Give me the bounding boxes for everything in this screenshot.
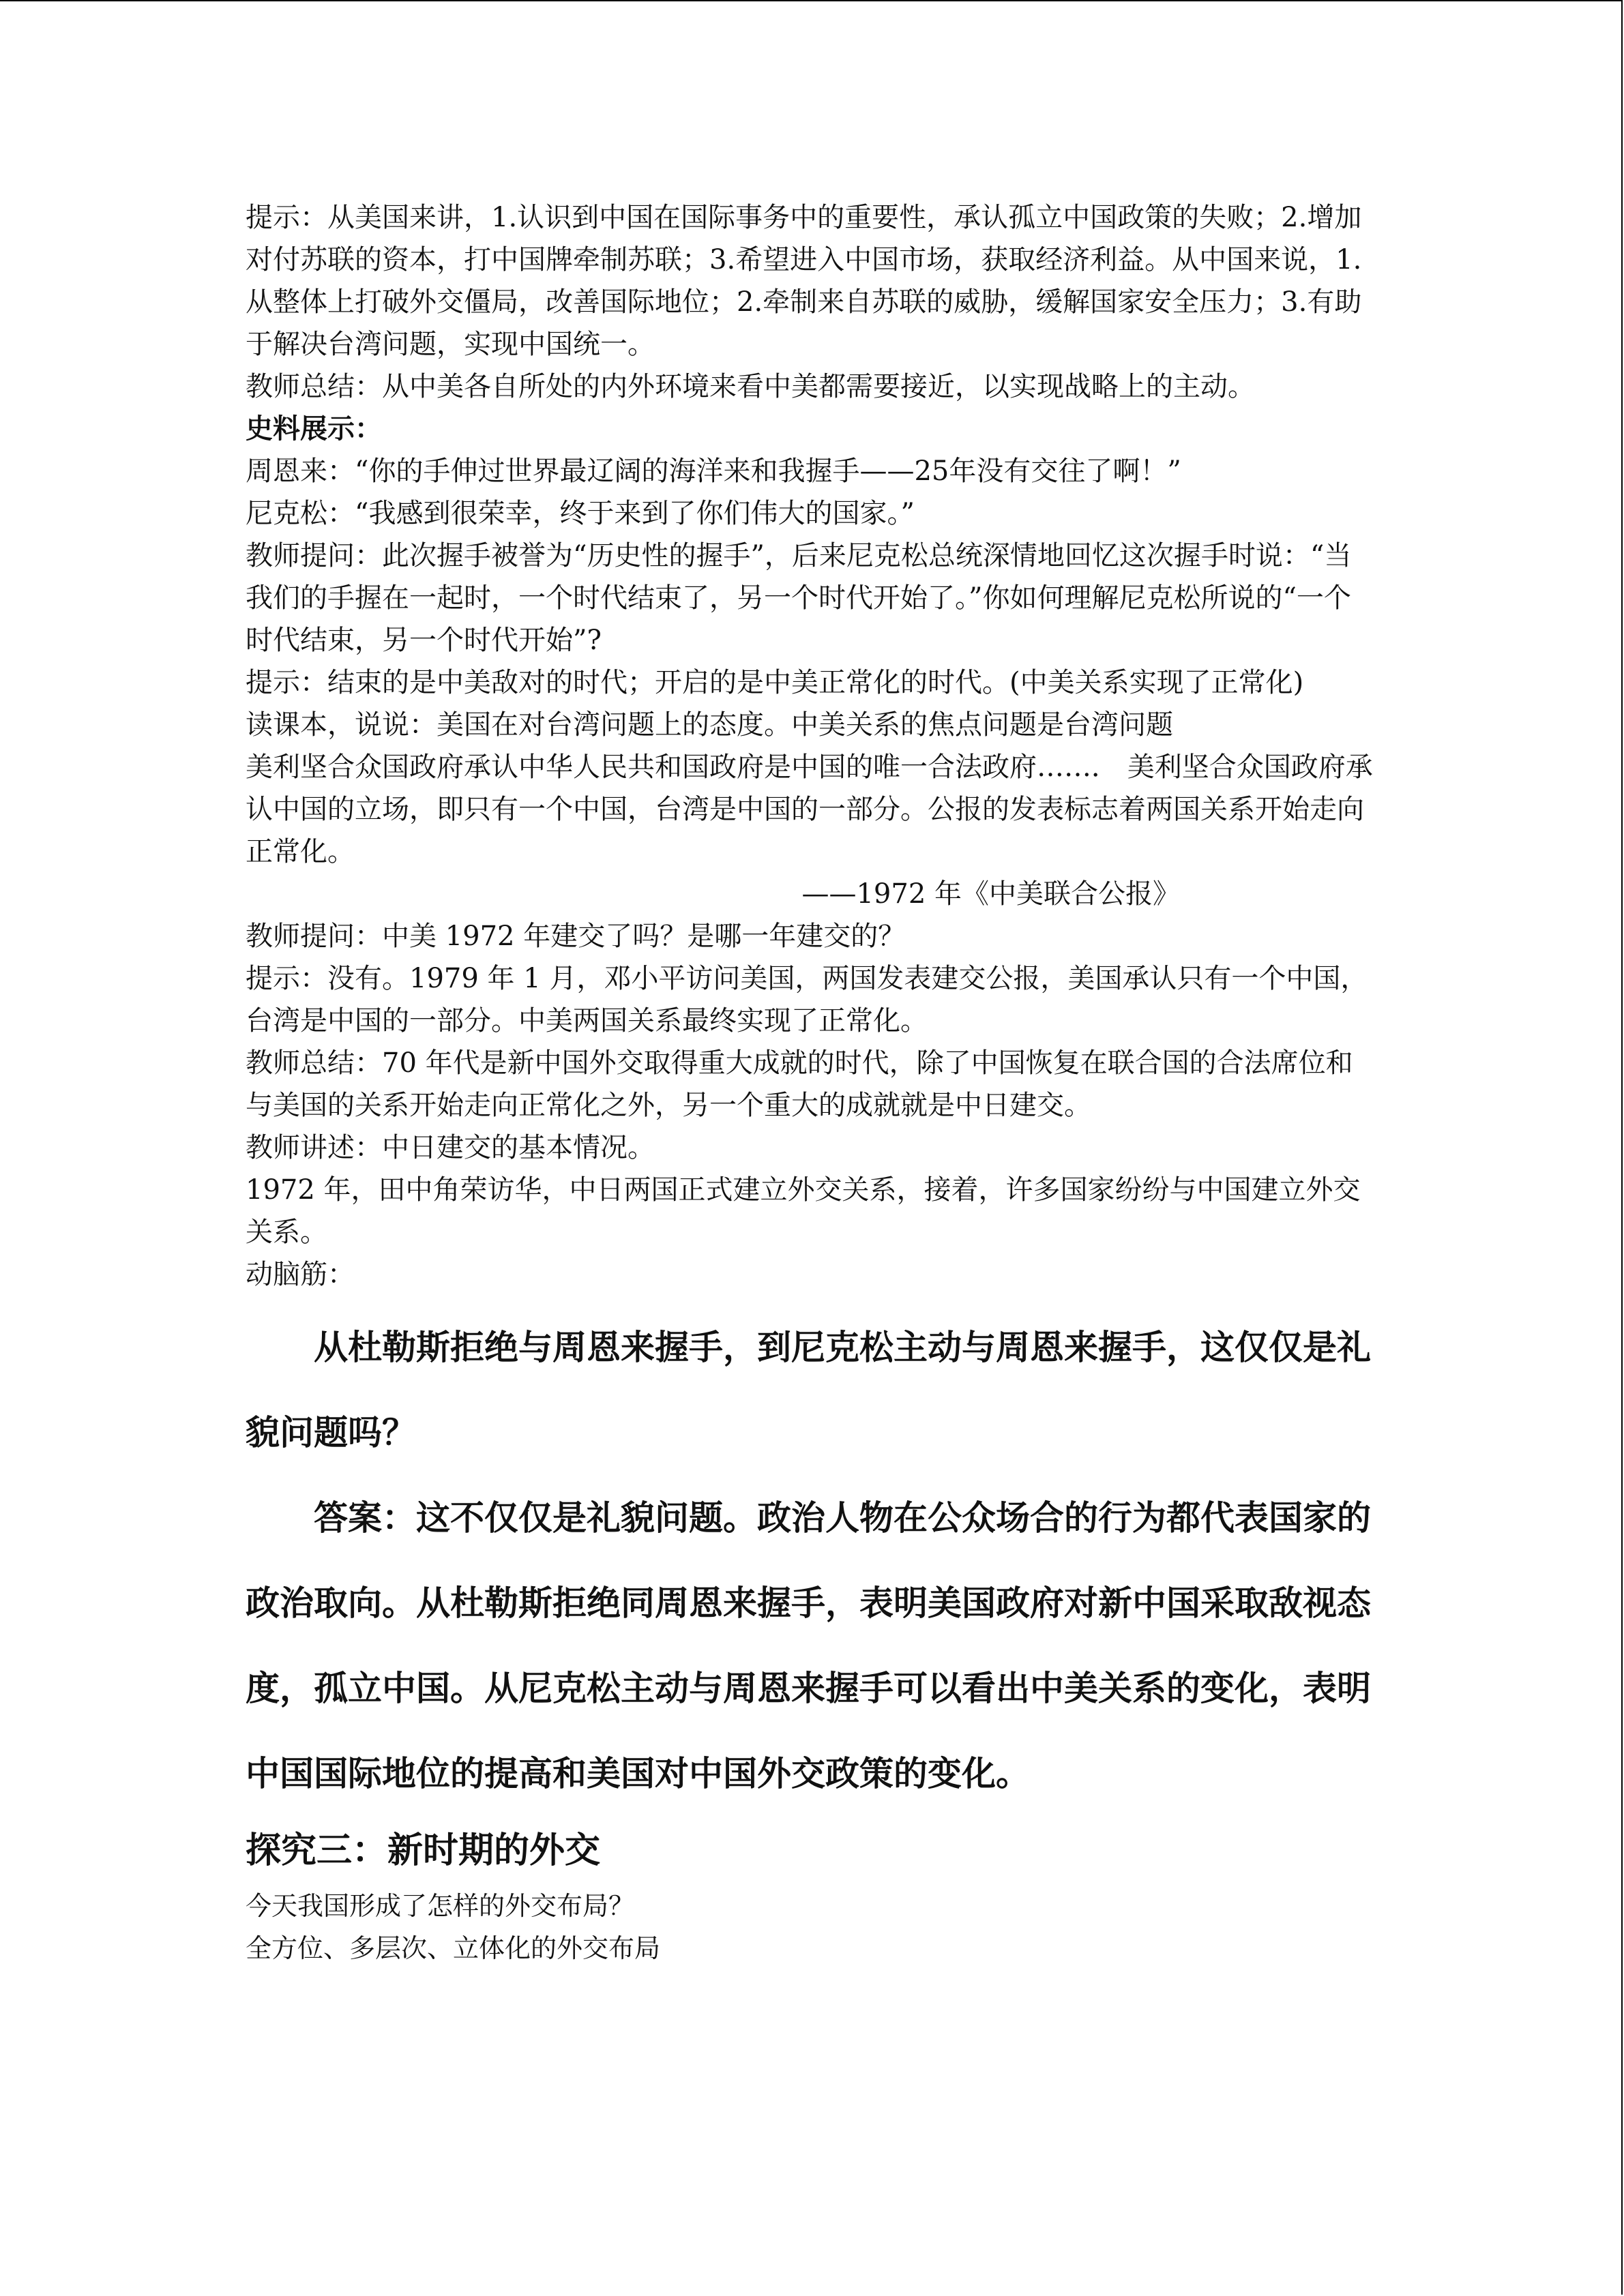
teacher-question-2: 教师提问：中美 1972 年建交了吗？是哪一年建交的？ bbox=[246, 921, 906, 952]
big-question: 从杜勒斯拒绝与周恩来握手，到尼克松主动与周恩来握手，这仅仅是礼貌问题吗？ bbox=[246, 1328, 1371, 1452]
china-japan-relations: 1972 年，田中角荣访华，中日两国正式建立外交关系，接着，许多国家纷纷与中国建立外交关系。 bbox=[246, 1174, 1361, 1248]
final-answer: 全方位、多层次、立体化的外交布局 bbox=[246, 1933, 661, 1963]
hint-paragraph-3: 提示：没有。1979 年 1 月，邓小平访问美国，两国发表建交公报，美国承认只有一个中国，台湾是中国的一部分。中美两国关系最终实现了正常化。 bbox=[246, 963, 1368, 1037]
teacher-question-1: 教师提问：此次握手被誉为“历史性的握手”，后来尼克松总统深情地回忆这次握手时说：“当我们的手握在一起时，一个时代结束了，另一个时代开始了。”你如何理解尼克松所说的“一个时代结束，另一个时代开始”? bbox=[246, 540, 1352, 656]
teacher-lecture: 教师讲述：中日建交的基本情况。 bbox=[246, 1132, 655, 1163]
final-question: 今天我国形成了怎样的外交布局？ bbox=[246, 1891, 635, 1921]
document-body bbox=[246, 196, 1378, 1969]
brainstorm-label: 动脑筋： bbox=[246, 1259, 355, 1290]
hint-paragraph-1: 提示：从美国来讲，1.认识到中国在国际事务中的重要性，承认孤立中国政策的失败；2.增加对付苏联的资本，打中国牌牵制苏联；3.希望进入中国市场，获取经济利益。从中国来说，1.从整体上打破外交僵局，改善国际地位；2.牵制来自苏联的威胁，缓解国家安全压力；3.有助于解决台湾问题，实现中国统一。 bbox=[246, 202, 1362, 360]
hint-paragraph-2: 提示：结束的是中美敌对的时代；开启的是中美正常化的时代。(中美关系实现了正常化) bbox=[246, 667, 1304, 698]
communique-text: 美利坚合众国政府承认中华人民共和国政府是中国的唯一合法政府……． 美利坚合众国政府承认中国的立场，即只有一个中国，台湾是中国的一部分。公报的发表标志着两国关系开始走向正常化。 bbox=[246, 751, 1373, 867]
reading-prompt: 读课本，说说：美国在对台湾问题上的态度。中美关系的焦点问题是台湾问题 bbox=[246, 709, 1173, 741]
history-label: 史料展示： bbox=[246, 413, 382, 445]
quote-nixon: 尼克松：“我感到很荣幸，终于来到了你们伟大的国家。” bbox=[246, 498, 915, 529]
communique-source: ——1972 年《中美联合公报》 bbox=[801, 878, 1180, 910]
teacher-summary-1: 教师总结：从中美各自所处的内外环境来看中美都需要接近，以实现战略上的主动。 bbox=[246, 371, 1255, 402]
section-heading: 探究三：新时期的外交 bbox=[246, 1830, 601, 1871]
big-answer: 答案：这不仅仅是礼貌问题。政治人物在公众场合的行为都代表国家的政治取向。从杜勒斯拒绝同周恩来握手，表明美国政府对新中国采取敌视态度，孤立中国。从尼克松主动与周恩来握手可以看出中美关系的变化，表明中国国际地位的提高和美国对中国外交政策的变化。 bbox=[246, 1498, 1371, 1793]
teacher-summary-2: 教师总结：70 年代是新中国外交取得重大成就的时代，除了中国恢复在联合国的合法席位和与美国的关系开始走向正常化之外，另一个重大的成就就是中日建交。 bbox=[246, 1047, 1353, 1121]
question-answer-block bbox=[246, 1305, 1378, 1817]
quote-zhou-enlai: 周恩来：“你的手伸过世界最辽阔的海洋来和我握手——25年没有交往了啊！” bbox=[246, 456, 1181, 487]
